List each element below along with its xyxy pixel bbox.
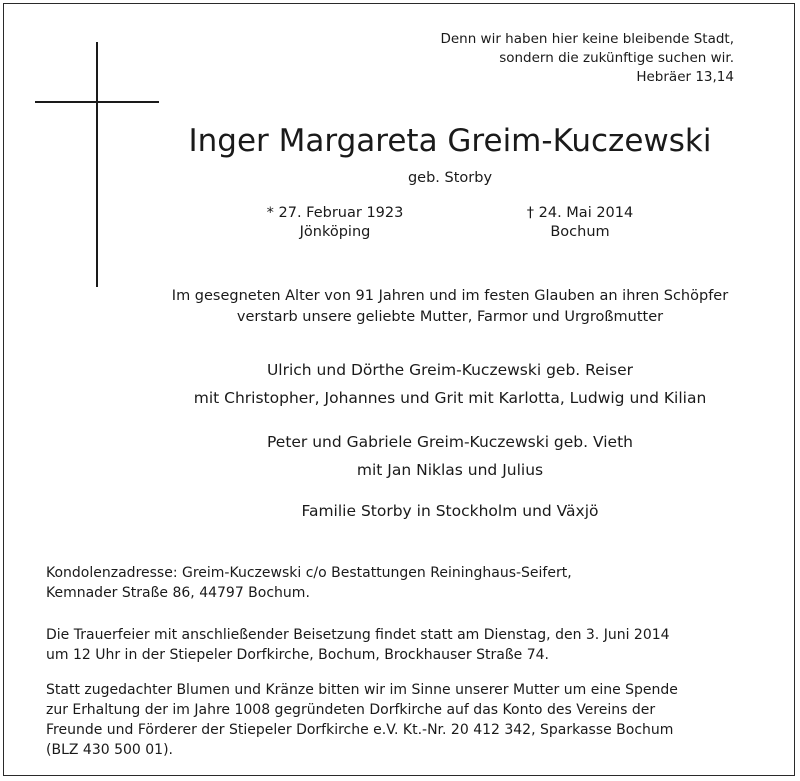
deceased-name-block [140,123,760,159]
mourner-group [100,497,800,525]
birth-date: * 27. Februar 1923 [266,205,404,221]
mourner-group [100,356,800,412]
intro-text [100,286,800,328]
mourner-group [100,428,800,484]
mourner-line: Ulrich und Dörthe Greim-Kuczewski geb. Reiser [266,361,634,379]
mourner-line: Peter und Gabriele Greim-Kuczewski geb. Vieth [266,433,633,451]
maiden-name: geb. Storby [407,170,493,186]
verse-line: Denn wir haben hier keine bleibende Stadt, [440,31,734,47]
verse-line: sondern die zukünftige suchen wir. [499,50,734,66]
verse-reference: Hebräer 13,14 [636,69,734,85]
intro-line: verstarb unsere geliebte Mutter, Farmor und Urgroßmutter [236,309,664,325]
birth-info [225,204,445,242]
info-line: Die Trauerfeier mit anschließender Beisetzung findet statt am Dienstag, den 3. Juni 2014 [46,627,670,643]
donation-info [46,680,776,760]
service-info [46,625,776,665]
info-line: Freunde und Förderer der Stiepeler Dorfkirche e.V. Kt.-Nr. 20 412 342, Sparkasse Bochum [46,722,674,738]
info-line: Statt zugedachter Blumen und Kränze bitten wir im Sinne unserer Mutter um eine Spende [46,682,678,698]
bible-verse [440,30,734,87]
intro-line: Im gesegneten Alter von 91 Jahren und im festen Glauben an ihren Schöpfer [171,288,729,304]
info-line: Kemnader Straße 86, 44797 Bochum. [46,585,310,601]
mourner-line: mit Christopher, Johannes und Grit mit Karlotta, Ludwig und Kilian [193,389,707,407]
info-line: um 12 Uhr in der Stiepeler Dorfkirche, Bochum, Brockhauser Straße 74. [46,647,549,663]
death-place: Bochum [550,224,610,240]
info-line: Kondolenzadresse: Greim-Kuczewski c/o Bestattungen Reininghaus-Seifert, [46,565,572,581]
mourner-line: Familie Storby in Stockholm und Växjö [301,502,599,520]
condolence-address [46,563,776,603]
birth-place: Jönköping [299,224,371,240]
deceased-name: Inger Margareta Greim-Kuczewski [188,123,712,159]
cross-vertical-bar [96,42,98,287]
death-date: † 24. Mai 2014 [526,205,634,221]
mourner-line: mit Jan Niklas und Julius [356,461,544,479]
death-info [470,204,690,242]
info-line: (BLZ 430 500 01). [46,742,173,758]
cross-horizontal-bar [35,101,159,103]
info-line: zur Erhaltung der im Jahre 1008 gegründeten Dorfkirche auf das Konto des Vereins der [46,702,656,718]
